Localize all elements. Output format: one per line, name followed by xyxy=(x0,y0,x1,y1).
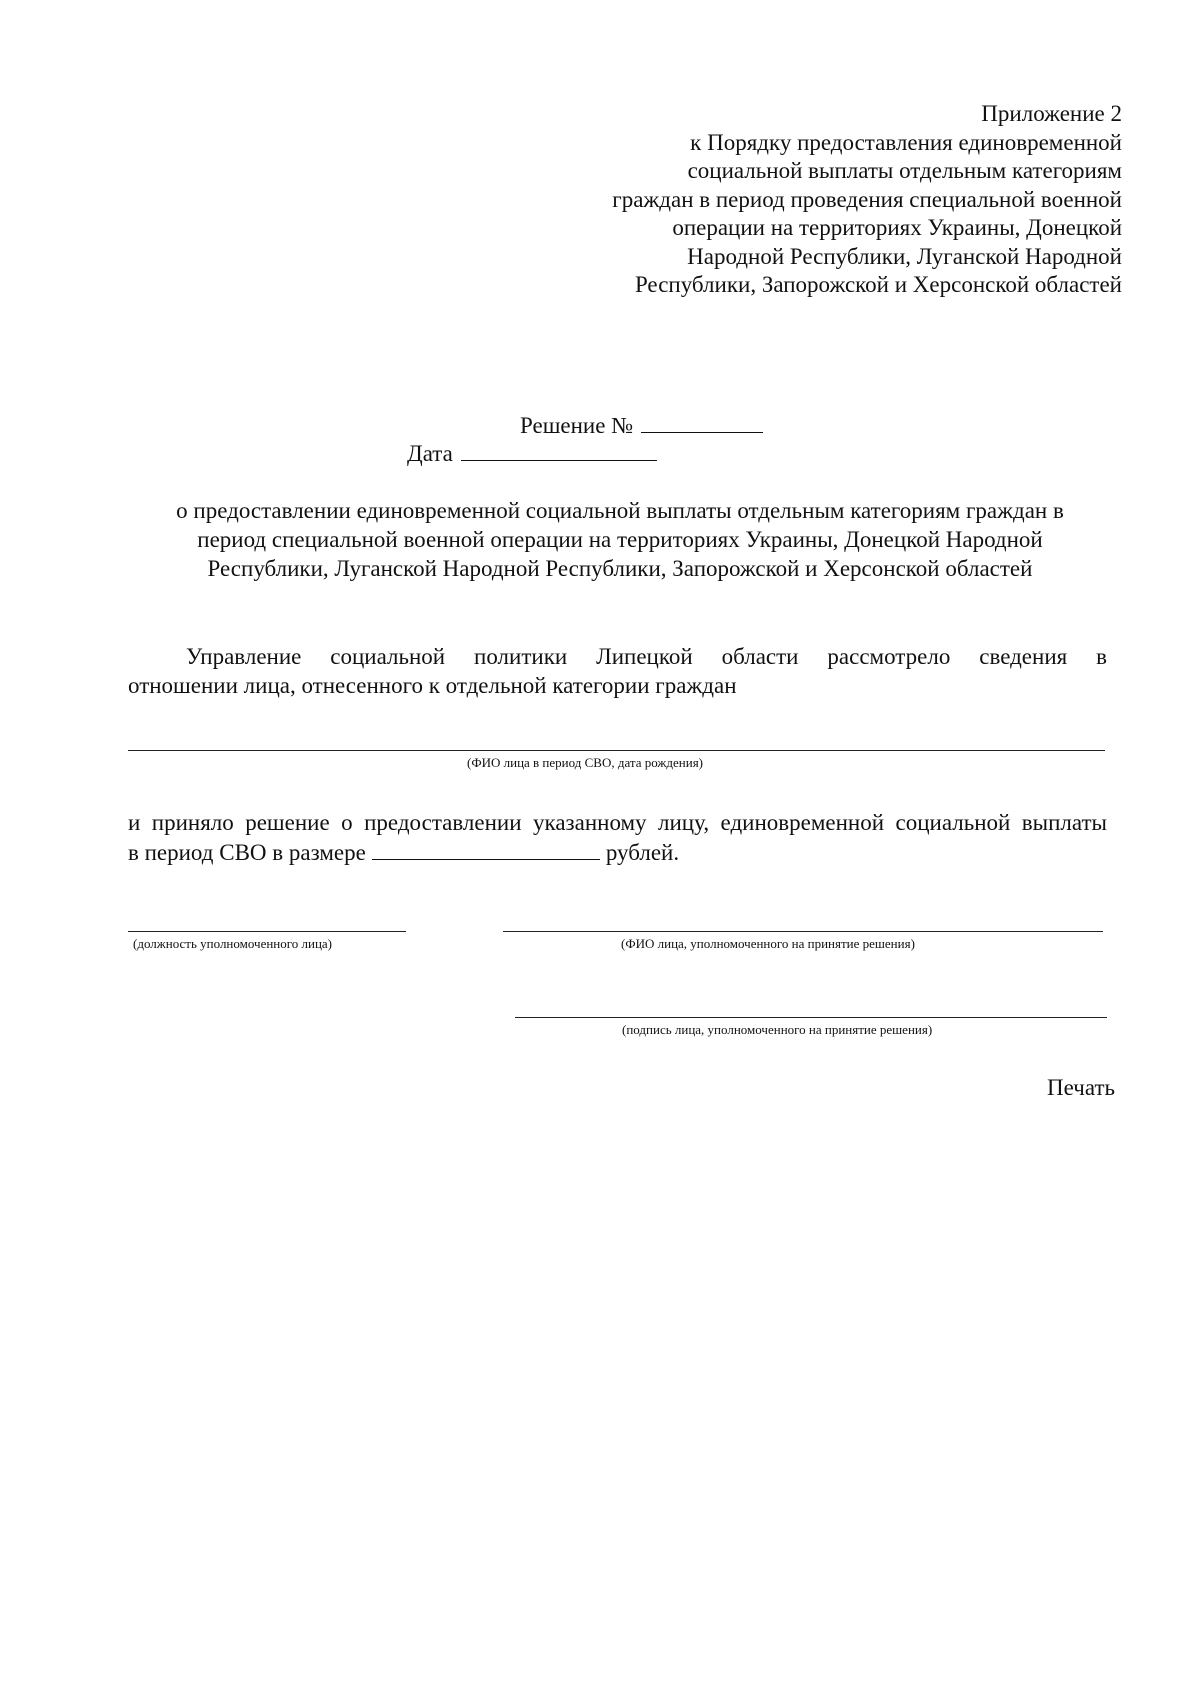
decision-date-label: Дата xyxy=(407,441,453,466)
appendix-header xyxy=(612,100,1122,300)
amount-suffix: рублей. xyxy=(605,840,680,865)
position-caption: (должность уполномоченного лица) xyxy=(133,936,333,951)
signature-caption: (подпись лица, уполномоченного на принятие решения) xyxy=(622,1022,933,1037)
paragraph-line: отношении лица, отнесенного к отдельной категории граждан xyxy=(128,673,737,698)
appendix-line: Приложение 2 xyxy=(981,101,1122,126)
decision-date-blank xyxy=(461,440,657,461)
decision-number-blank xyxy=(641,412,763,433)
appendix-line: граждан в период проведения специальной военной xyxy=(612,186,1122,212)
appendix-line: к Порядку предоставления единовременной xyxy=(690,129,1122,155)
decision-subject xyxy=(120,496,1120,583)
decision-number xyxy=(520,412,763,439)
appendix-line: социальной выплаты отдельным категориям xyxy=(687,158,1122,183)
appendix-line: операции на территориях Украины, Донецкой xyxy=(672,215,1122,240)
seal-label: Печать xyxy=(1047,1075,1115,1100)
decision-number-label: Решение № xyxy=(520,413,634,438)
amount-blank xyxy=(372,839,600,860)
subject-line: Республики, Луганской Народной Республики, Запорожской и Херсонской областей xyxy=(207,556,1033,581)
paragraph-line: и приняло решение о предоставлении указанному лицу, единовременной социальной выплаты xyxy=(128,810,1107,835)
body-paragraph-2 xyxy=(128,808,1107,868)
person-caption: (ФИО лица в период СВО, дата рождения) xyxy=(467,755,704,770)
appendix-line: Народной Республики, Луганской Народной xyxy=(687,243,1122,269)
person-name-line xyxy=(128,750,1105,751)
appendix-line: Республики, Запорожской и Херсонской областей xyxy=(634,272,1122,297)
subject-line: период специальной военной операции на территориях Украины, Донецкой Народной xyxy=(197,527,1043,552)
paragraph-line xyxy=(128,838,1107,868)
name-line xyxy=(503,931,1103,932)
position-line xyxy=(128,931,406,932)
amount-prefix: в период СВО в размере xyxy=(128,840,366,865)
paragraph-line: Управление социальной политики Липецкой области рассмотрело сведения в xyxy=(186,644,1107,669)
name-caption: (ФИО лица, уполномоченного на принятие решения) xyxy=(621,936,915,951)
subject-line: о предоставлении единовременной социальной выплаты отдельным категориям граждан в xyxy=(176,498,1064,523)
decision-date xyxy=(407,440,657,467)
body-paragraph-1 xyxy=(128,642,1107,700)
signature-line xyxy=(515,1017,1107,1018)
